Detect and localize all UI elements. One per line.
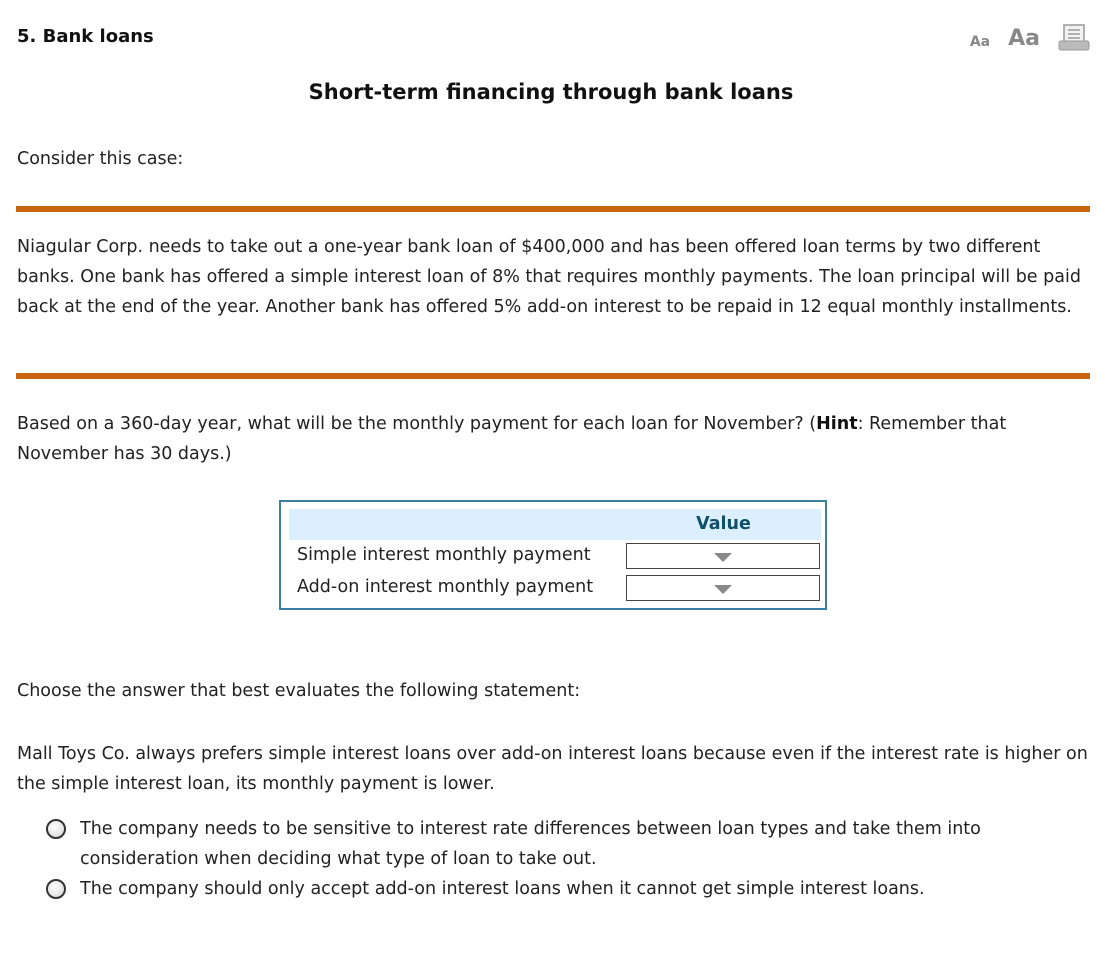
case-top-divider [16, 206, 1090, 212]
question-text [17, 409, 1089, 469]
simple-interest-dropdown[interactable] [626, 543, 820, 569]
add-on-interest-row-label: Add-on interest monthly payment [297, 577, 594, 597]
value-column-header: Value [696, 514, 751, 534]
choose-label: Choose the answer that best evaluates the following statement: [17, 681, 581, 701]
decrease-font-button[interactable]: Aa [969, 34, 991, 50]
print-icon[interactable] [1058, 24, 1090, 52]
chevron-down-icon [714, 553, 732, 562]
question-after-hint: : Remember that November has 30 days.) [17, 414, 1007, 464]
statement-text: Mall Toys Co. always prefers simple interest loans over add-on interest loans because even if the interest rate is higher on the simple interest loan, its monthly payment is lower. [17, 744, 1088, 794]
answer-option-label: The company should only accept add-on interest loans when it cannot get simple interest loans. [80, 879, 925, 899]
radio-button[interactable] [46, 879, 66, 899]
answer-table [279, 500, 827, 610]
chevron-down-icon [714, 585, 732, 594]
simple-interest-row-label: Simple interest monthly payment [297, 545, 591, 565]
main-title: Short-term financing through bank loans [308, 80, 794, 104]
answer-option-label: The company needs to be sensitive to interest rate differences between loan types and take them into consideration when deciding what type of loan to take out. [80, 819, 981, 869]
radio-button[interactable] [46, 819, 66, 839]
consider-label: Consider this case: [17, 149, 184, 169]
increase-font-button[interactable]: Aa [1008, 25, 1040, 51]
case-bottom-divider [16, 373, 1090, 379]
hint-label: Hint [816, 414, 858, 434]
question-title: 5. Bank loans [17, 26, 154, 47]
table-header [289, 509, 821, 540]
add-on-interest-dropdown[interactable] [626, 575, 820, 601]
question-before-hint: Based on a 360-day year, what will be the monthly payment for each loan for November? ( [17, 414, 817, 434]
case-text: Niagular Corp. needs to take out a one-year bank loan of $400,000 and has been offered loan terms by two different banks. One bank has offered a simple interest loan of 8% that requires monthly payments. The loan principal will be paid back at the end of the year. Another bank has offered 5% add-on interest to be repaid in 12 equal monthly installments. [17, 237, 1081, 317]
toolbar [970, 24, 1090, 52]
